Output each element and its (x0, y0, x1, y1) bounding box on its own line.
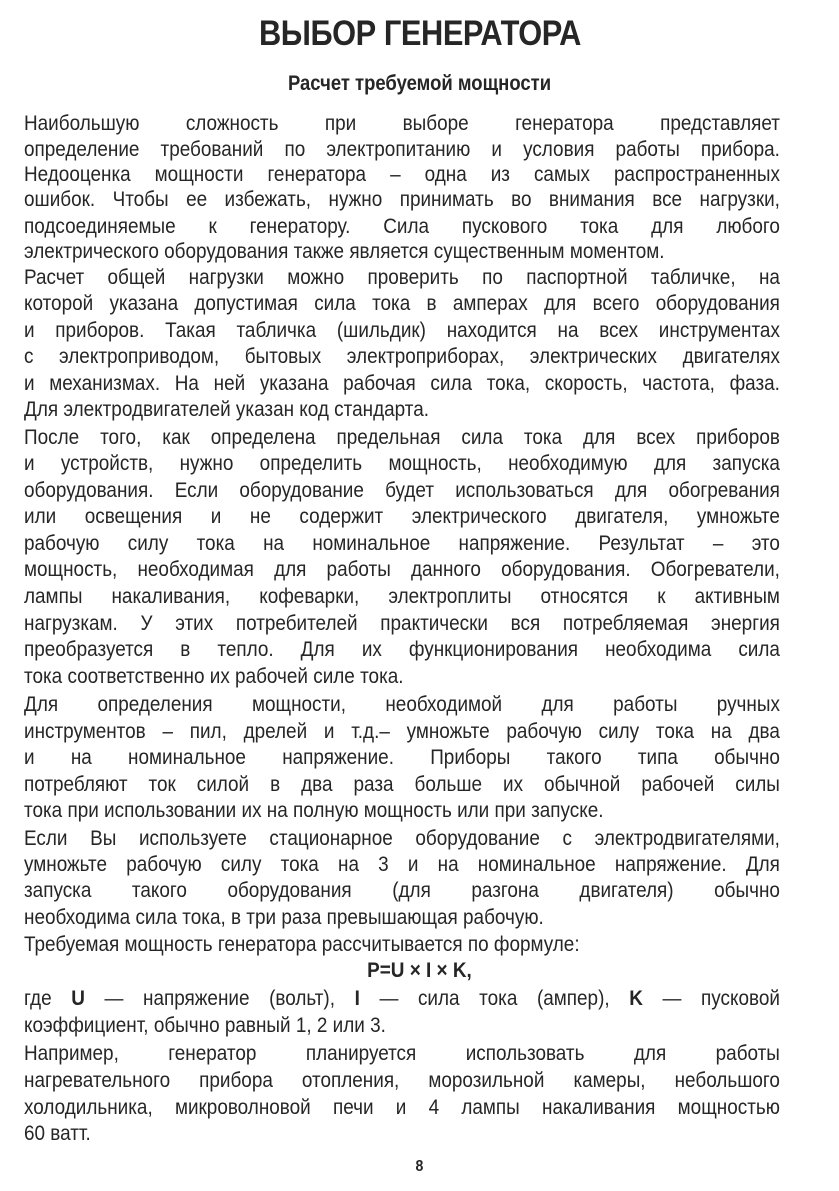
text-line-content: с электроприводом, бытовых электроприборах, электрических двигателях (24, 344, 780, 368)
text-line-content: и устройств, нужно определить мощность, необходимую для запуска (24, 451, 780, 475)
text-line (24, 111, 780, 135)
text-line-content: тока при использовании их на полную мощность или при запуске. (24, 798, 604, 822)
text-line (24, 214, 780, 238)
page-number (0, 1158, 839, 1176)
text-line-content: электрического оборудования также является существенным моментом. (24, 239, 665, 263)
text-line-content: коэффициент, обычно равный 1, 2 или 3. (24, 1013, 386, 1037)
text-line-content: рабочую силу тока на номинальное напряжение. Результат – это (24, 531, 780, 555)
text-line-content: которой указана допустимая сила тока в амперах для всего оборудования (24, 291, 780, 315)
text-line-content: оборудования. Если оборудование будет использоваться для обогревания (24, 478, 780, 502)
text-line-content: Недооценка мощности генератора – одна из самых распространенных (24, 162, 780, 186)
text-line (24, 137, 780, 161)
text-line (24, 425, 780, 449)
text-line-content: запуска такого оборудования (для разгона двигателя) обычно (24, 878, 780, 902)
text-line (24, 905, 780, 929)
current-description: — сила тока (ампер), (359, 986, 630, 1010)
section-subtitle-text: Расчет требуемой мощности (287, 72, 552, 95)
voltage-description: — напряжение (вольт), (84, 986, 355, 1010)
text-line (24, 557, 780, 581)
section-subtitle (0, 72, 839, 96)
page-title (0, 14, 839, 54)
text-line-content: нагревательного прибора отопления, морозильной камеры, небольшого (24, 1068, 780, 1092)
text-line (24, 1121, 780, 1145)
text-line (24, 772, 780, 796)
text-line (24, 878, 780, 902)
text-line-content: 60 ватт. (24, 1121, 91, 1145)
text-line-content: Например, генератор планируется использовать для работы (24, 1041, 780, 1065)
page-title-text: ВЫБОР ГЕНЕРАТОРА (258, 14, 581, 53)
text-line-content: После того, как определена предельная сила тока для всех приборов (24, 425, 780, 449)
text-line-content: Расчет общей нагрузки можно проверить по паспортной табличке, на (24, 265, 780, 289)
text-line (24, 719, 780, 743)
text-line (24, 1095, 780, 1119)
text-line-content: лампы накаливания, кофеварки, электроплиты относятся к активным (24, 584, 780, 608)
text-line (24, 798, 780, 822)
text-line (24, 986, 780, 1010)
text-line (24, 397, 780, 421)
text-line-content: Для определения мощности, необходимой для работы ручных (24, 692, 780, 716)
text-line-content: нагрузкам. У этих потребителей практически вся потребляемая энергия (24, 611, 780, 635)
text-line (24, 478, 780, 502)
text-line (24, 932, 780, 956)
text-line-content: подсоединяемые к генератору. Сила пускового тока для любого (24, 214, 780, 238)
voltage-symbol: U (71, 986, 85, 1010)
text-line (24, 1041, 780, 1065)
text-line (24, 664, 780, 688)
text-line-content: тока соответственно их рабочей силе тока. (24, 664, 404, 688)
text-line-content: ошибок. Чтобы ее избежать, нужно принимать во внимания все нагрузки, (24, 187, 780, 211)
text-line (24, 162, 780, 186)
text-line-content: и механизмах. На ней указана рабочая сила тока, скорость, частота, фаза. (24, 371, 780, 395)
text-line-content: потребляют ток силой в два раза больше их обычной рабочей силы (24, 772, 780, 796)
text-line-content: или освещения и не содержит электрического двигателя, умножьте (24, 504, 780, 528)
text-line-content: мощность, необходимая для работы данного оборудования. Обогреватели, (24, 557, 780, 581)
page-number-text: 8 (415, 1158, 424, 1175)
text-line-content: и приборов. Такая табличка (шильдик) находится на всех инструментах (24, 318, 780, 342)
text-line-content (24, 986, 780, 1010)
text-line (24, 745, 780, 769)
coefficient-description: — пусковой (642, 986, 780, 1010)
text-line (24, 451, 780, 475)
text-line (24, 344, 780, 368)
text-line-content: Если Вы используете стационарное оборудование с электродвигателями, (24, 826, 780, 850)
text-line (24, 852, 780, 876)
text-line-content: холодильника, микроволновой печи и 4 лампы накаливания мощностью (24, 1095, 780, 1119)
power-formula (0, 958, 839, 982)
text-line-content: преобразуется в тепло. Для их функционирования необходима сила (24, 637, 780, 661)
text-line-content: инструментов – пил, дрелей и т.д.– умножьте рабочую силу тока на два (24, 719, 780, 743)
text-line (24, 265, 780, 289)
text-line (24, 1068, 780, 1092)
current-symbol: I (354, 986, 360, 1010)
text-line (24, 504, 780, 528)
text-line-content: определение требований по электропитанию и условия работы прибора. (24, 137, 780, 161)
text-line-content: Наибольшую сложность при выборе генератора представляет (24, 111, 780, 135)
text-line (24, 1013, 780, 1037)
text-line (24, 531, 780, 555)
text-line-content: и на номинальное напряжение. Приборы такого типа обычно (24, 745, 780, 769)
definition-prefix: где (24, 986, 72, 1010)
text-line-content: необходима сила тока, в три раза превышающая рабочую. (24, 905, 544, 929)
text-line (24, 826, 780, 850)
text-line (24, 291, 780, 315)
text-line (24, 371, 780, 395)
text-line (24, 584, 780, 608)
text-line (24, 239, 780, 263)
power-formula-text: P=U × I × K, (367, 958, 472, 982)
text-line (24, 187, 780, 211)
coefficient-symbol: K (629, 986, 643, 1010)
text-line (24, 692, 780, 716)
text-line (24, 611, 780, 635)
text-line (24, 637, 780, 661)
text-line-content: Требуемая мощность генератора рассчитывается по формуле: (24, 932, 580, 956)
text-line (24, 318, 780, 342)
text-line-content: умножьте рабочую силу тока на 3 и на номинальное напряжение. Для (24, 852, 780, 876)
text-line-content: Для электродвигателей указан код стандарта. (24, 397, 429, 421)
